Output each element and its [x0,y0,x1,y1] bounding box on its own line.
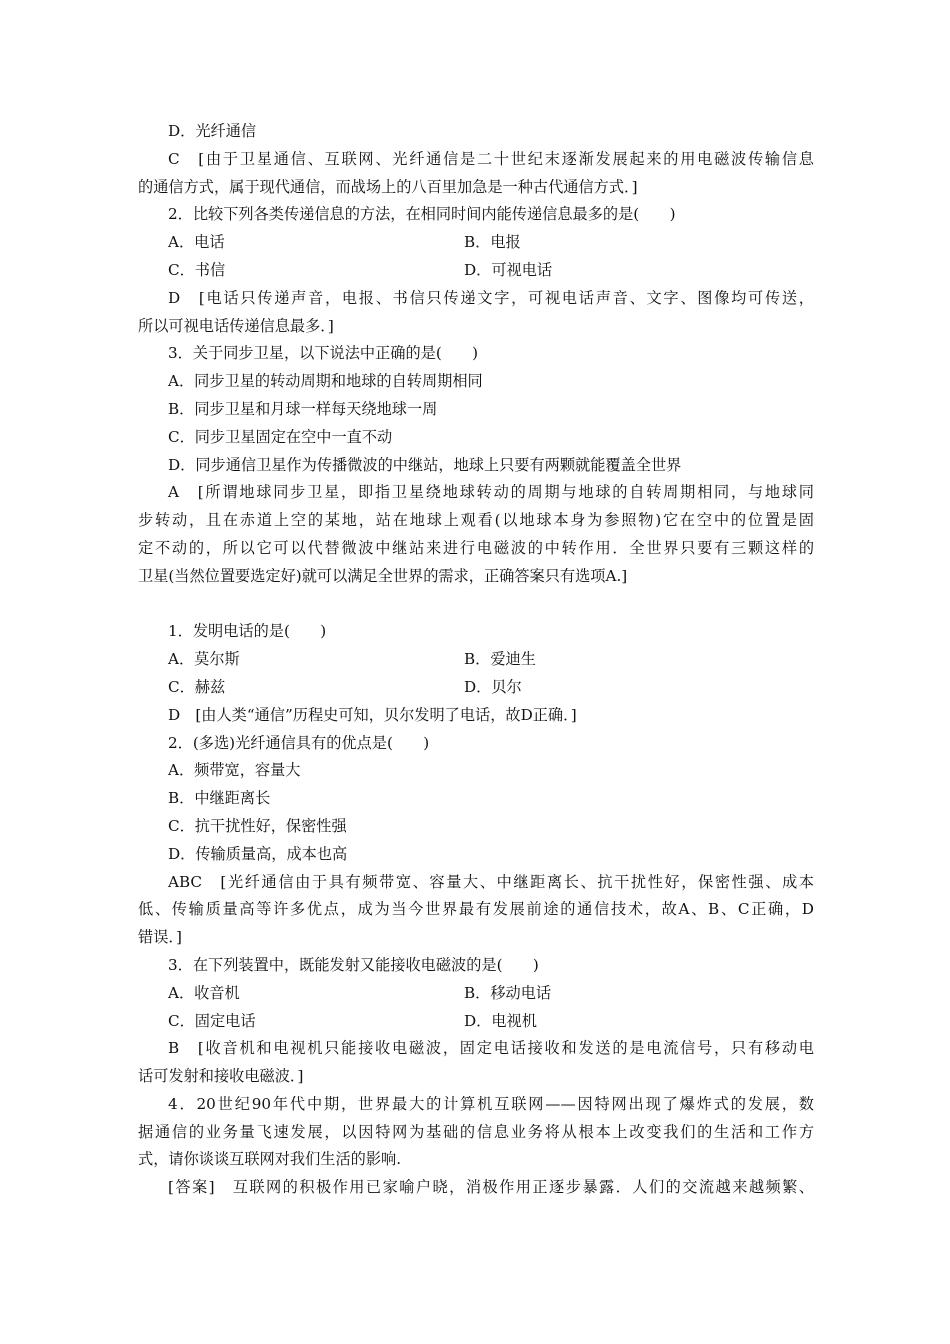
p1-q2-option-a: A．电话 [168,233,225,252]
p2-q3-option-d: D．电视机 [464,1011,537,1030]
p1-q3-answer-line4: 卫星(当然位置要选定好)就可以满足全世界的需求，正确答案只有选项A.] [138,566,628,585]
p1-q2-answer-line2: 所以可视电话传递信息最多．] [138,316,334,335]
p2-q1-options-row2 [138,674,814,702]
p2-q2-stem: 2．(多选)光纤通信具有的优点是( ) [168,733,430,752]
p2-q1-option-b: B．爱迪生 [464,650,536,669]
p2-q4-stem-line1: 4．20世纪90年代中期，世界最大的计算机互联网——因特网出现了爆炸式的发展，数 [168,1094,814,1113]
p1-q2-stem: 2．比较下列各类传递信息的方法，在相同时间内能传递信息最多的是( ) [168,205,676,224]
p1-q2-option-d: D．可视电话 [464,260,553,279]
p1-q3-option-c: C．同步卫星固定在空中一直不动 [168,427,393,446]
p2-q3-answer-line1: B [收音机和电视机只能接收电磁波，固定电话接收和发送的是电流信号，只有移动电 [168,1039,814,1058]
p1-q3-option-b: B．同步卫星和月球一样每天绕地球一周 [168,399,438,418]
p2-q4-answer: [答案] 互联网的积极作用已家喻户晓，消极作用正逐步暴露．人们的交流越来越频繁、 [168,1178,814,1197]
p2-q1-option-c: C．赫兹 [168,677,226,696]
p2-q2-option-d: D．传输质量高，成本也高 [168,844,348,863]
p1-q2-options-row1 [138,229,814,257]
p1-q1-answer-line2: 的通信方式，属于现代通信，而战场上的八百里加急是一种古代通信方式．] [138,177,638,196]
p2-q2-answer-line3: 错误．] [138,928,182,947]
p1-q2-option-c: C．书信 [168,260,226,279]
p2-q3-option-b: B．移动电话 [464,983,552,1002]
p1-q2-answer-line1: D [电话只传递声音，电报、书信只传递文字，可视电话声音、文字、图像均可传送， [168,288,814,307]
p2-q3-stem: 3．在下列装置中，既能发射又能接收电磁波的是( ) [168,955,539,974]
p2-q3-options-row1 [138,980,814,1008]
p2-q3-options-row2 [138,1008,814,1036]
p1-q3-answer-line2: 步转动，且在赤道上空的某地，站在地球上观看(以地球本身为参照物)它在空中的位置是固 [138,511,814,530]
p2-q2-option-a: A．频带宽，容量大 [168,761,301,780]
p2-q4-stem-line3: 式，请你谈谈互联网对我们生活的影响. [138,1150,402,1169]
p1-q3-stem: 3．关于同步卫星，以下说法中正确的是( ) [168,344,479,363]
p1-q3-option-a: A．同步卫星的转动周期和地球的自转周期相同 [168,372,483,391]
p2-q3-option-a: A．收音机 [168,983,240,1002]
p2-q1-option-d: D．贝尔 [464,677,522,696]
p1-q2-option-b: B．电报 [464,233,521,252]
p1-q3-answer-line3: 定不动的，所以它可以代替微波中继站来进行电磁波的中转作用．全世界只要有三颗这样的 [138,538,814,557]
section-gap [138,591,814,619]
p2-q1-stem: 1．发明电话的是( ) [168,622,327,641]
p1-q3-answer-line1: A [所谓地球同步卫星，即指卫星绕地球转动的周期与地球的自转周期相同，与地球同 [168,483,814,502]
p1-q1-answer-line1: C [由于卫星通信、互联网、光纤通信是二十世纪末逐渐发展起来的用电磁波传输信息 [168,149,814,168]
p1-q2-options-row2 [138,257,814,285]
p2-q3-option-c: C．固定电话 [168,1011,256,1030]
p2-q1-options-row1 [138,646,814,674]
p2-q2-option-c: C．抗干扰性好，保密性强 [168,816,347,835]
p2-q3-answer-line2: 话可发射和接收电磁波．] [138,1067,304,1086]
p2-q1-option-a: A．莫尔斯 [168,650,240,669]
p1-q3-option-d: D．同步通信卫星作为传播微波的中继站，地球上只要有两颗就能覆盖全世界 [168,455,682,474]
p1-q1-option-d: D．光纤通信 [168,122,257,140]
p2-q2-answer-line1: ABC [光纤通信由于具有频带宽、容量大、中继距离长、抗干扰性好，保密性强、成本 [168,872,814,891]
p2-q1-answer: D [由人类“通信”历程史可知，贝尔发明了电话，故D正确．] [168,705,577,724]
p2-q2-answer-line2: 低、传输质量高等许多优点，成为当今世界最有发展前途的通信技术，故A、B、C正确，D [138,900,814,919]
p2-q4-stem-line2: 据通信的业务量飞速发展，以因特网为基础的信息业务将从根本上改变我们的生活和工作方 [138,1122,814,1141]
document-page [138,118,814,1202]
p2-q2-option-b: B．中继距离长 [168,789,271,808]
